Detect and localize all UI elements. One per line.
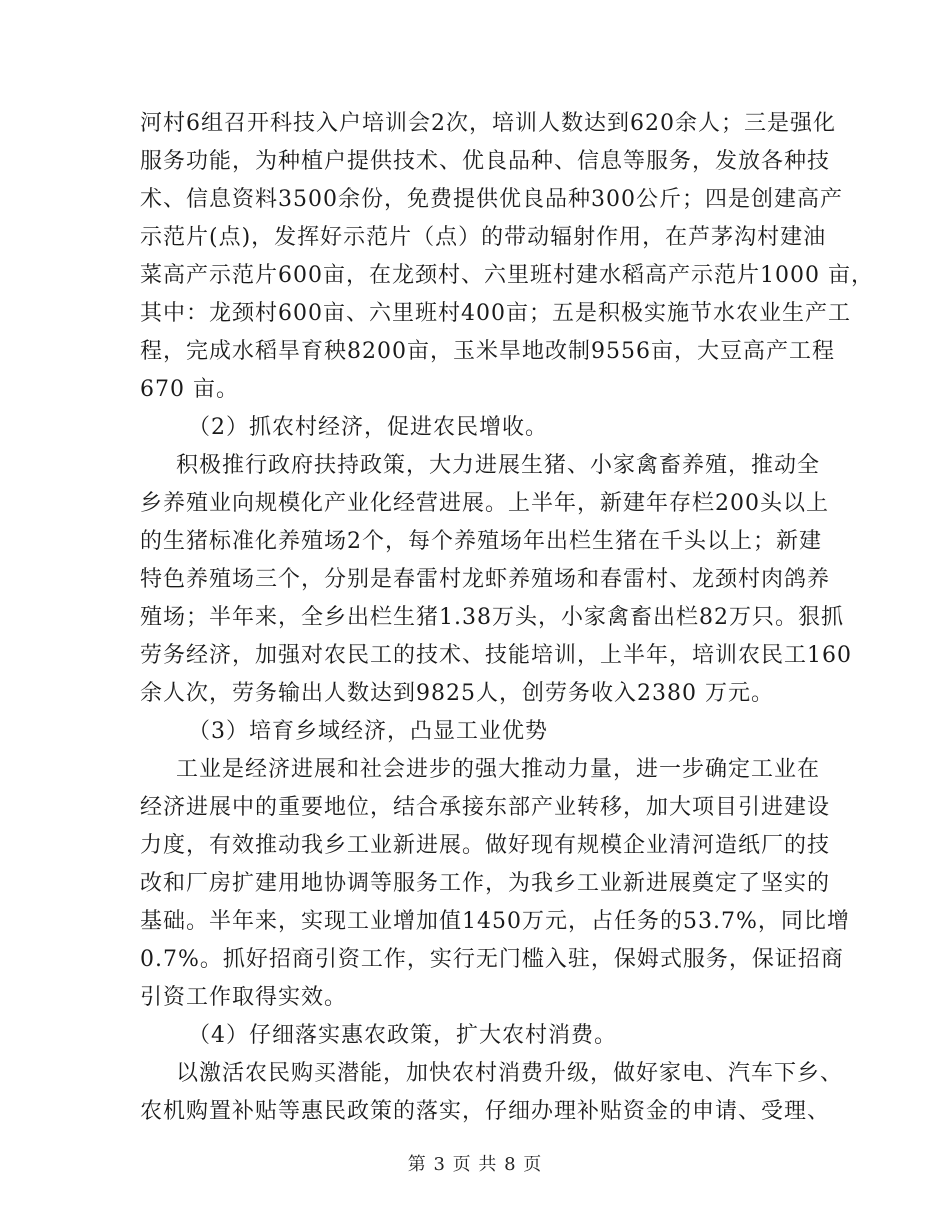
text-line: 670 亩。 [140,377,239,402]
text-line: 的生猪标准化养殖场2个，每个养殖场年出栏生猪在千头以上；新建 [140,529,822,554]
text-line: 菜高产示范片600亩，在龙颈村、六里班村建水稻高产示范片1000 亩， [140,263,874,288]
text-line: 余人次，劳务输出人数达到9825人，创劳务收入2380 万元。 [140,681,774,706]
text-line: 乡养殖业向规模化产业化经营进展。上半年，新建年存栏200头以上 [140,491,829,516]
text-line: 术、信息资料3500余份，免费提供优良品种300公斤；四是创建高产 [140,187,843,212]
text-line: 力度，有效推动我乡工业新进展。做好现有规模企业清河造纸厂的技 [140,833,831,858]
text-line: 以激活农民购买潜能，加快农村消费升级，做好家电、汽车下乡、 [176,1061,844,1086]
section-heading: （3）培育乡域经济，凸显工业优势 [188,719,548,744]
text-line: 0.7%。抓好招商引资工作，实行无门槛入驻，保姆式服务，保证招商 [140,947,844,972]
text-line: 其中：龙颈村600亩、六里班村400亩；五是积极实施节水农业生产工 [140,301,851,326]
text-line: 特色养殖场三个，分别是春雷村龙虾养殖场和春雷村、龙颈村肉鸽养 [140,567,831,592]
text-line: 改和厂房扩建用地协调等服务工作，为我乡工业新进展奠定了坚实的 [140,871,831,896]
text-line: 工业是经济进展和社会进步的强大推动力量，进一步确定工业在 [176,757,821,782]
text-line: 引资工作取得实效。 [140,985,348,1010]
text-line: 劳务经济，加强对农民工的技术、技能培训，上半年，培训农民工160 [140,643,852,668]
section-heading: （4）仔细落实惠农政策，扩大农村消费。 [188,1023,617,1048]
text-line: 程，完成水稻旱育秧8200亩，玉米旱地改制9556亩，大豆高产工程 [140,339,835,364]
page-footer: 第 3 页 共 8 页 [407,1154,543,1175]
text-line: 河村6组召开科技入户培训会2次，培训人数达到620余人；三是强化 [140,111,836,136]
text-line: 示范片(点)，发挥好示范片（点）的带动辐射作用，在芦茅沟村建油 [140,225,827,250]
text-line: 经济进展中的重要地位，结合承接东部产业转移，加大项目引进建设 [140,795,831,820]
section-heading: （2）抓农村经济，促进农民增收。 [188,415,548,440]
text-line: 殖场；半年来，全乡出栏生猪1.38万头，小家禽畜出栏82万只。狠抓 [140,605,844,630]
text-line: 积极推行政府扶持政策，大力进展生猪、小家禽畜养殖，推动全 [176,453,821,478]
text-line: 服务功能，为种植户提供技术、优良品种、信息等服务，发放各种技 [140,149,831,174]
text-line: 农机购置补贴等惠民政策的落实，仔细办理补贴资金的申请、受理、 [140,1099,831,1124]
document-body [140,105,874,1131]
text-line: 基础。半年来，实现工业增加值1450万元，占任务的53.7%，同比增 [140,909,850,934]
